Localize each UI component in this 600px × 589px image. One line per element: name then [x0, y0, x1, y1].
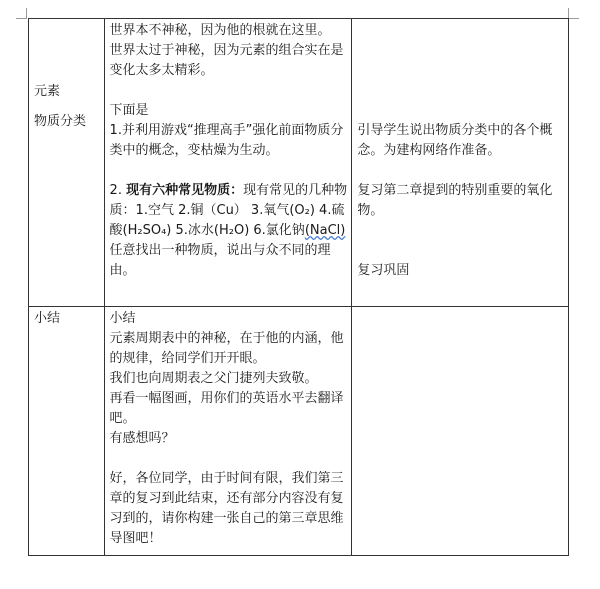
intro-line-2: 世界太过于神秘，因为元素的组合实在是变化太多太精彩。: [109, 43, 344, 78]
summary-line-2: 我们也向周期表之父门捷列夫致敬。: [109, 371, 318, 386]
item-2-number: 2.: [109, 183, 127, 198]
item-2-text: 现有常见的几种物质：1.空气 2.铜（Cu） 3.氧气(O₂) 4.硫酸(H₂SO₄) 5.冰水(H₂O) 6.氯化钠: [109, 183, 348, 238]
summary-line-3: 再看一幅图画，用你们的英语水平去翻译吧。: [109, 391, 344, 426]
summary-line-4: 有感想吗？: [109, 431, 175, 446]
summary-line-5: 好，各位同学，由于时间有限，我们第三章的复习到此结束，还有部分内容没有复习到的，请你构建一张自己的第三章思维导图吧！: [109, 471, 344, 546]
nacl-formula: (NaCl): [304, 223, 346, 238]
activity-item-2: [110, 181, 348, 281]
purpose-line-1: 引导学生说出物质分类中的各个概念。为建构网络作准备。: [357, 123, 553, 158]
purpose-cell: [352, 19, 569, 307]
purpose-line-3: 复习巩固: [357, 263, 410, 278]
corner-crop-mark-right: [568, 8, 579, 19]
table-row-summary: [29, 307, 569, 556]
topic-elements: 元素: [34, 84, 61, 99]
item-2-bold-heading: 现有六种常见物质：: [126, 183, 244, 198]
topic-cell: [29, 19, 105, 307]
topic-classification: 物质分类: [34, 114, 87, 129]
purpose-line-2: 复习第二章提到的特别重要的氧化物。: [357, 183, 553, 218]
below-heading: 下面是: [109, 103, 149, 118]
activity-cell: [104, 19, 352, 307]
item-2-tail: 任意找出一种物质，说出与众不同的理由。: [109, 243, 331, 278]
summary-line-1: 元素周期表中的神秘，在于他的内涵，他的规律，给同学们开开眼。: [109, 331, 344, 366]
summary-activity-cell: [104, 307, 352, 556]
summary-purpose-cell: [352, 307, 569, 556]
summary-heading: 小结: [109, 311, 136, 326]
activity-item-1: 1.并利用游戏“推理高手”强化前面物质分类中的概念，变枯燥为生动。: [109, 123, 344, 158]
intro-line-1: 世界本不神秘，因为他的根就在这里。: [109, 23, 331, 38]
table-row-elements: [29, 19, 569, 307]
corner-crop-mark-left: [16, 8, 27, 19]
summary-topic-cell: 小结: [29, 307, 105, 556]
lesson-plan-table: [28, 18, 569, 556]
